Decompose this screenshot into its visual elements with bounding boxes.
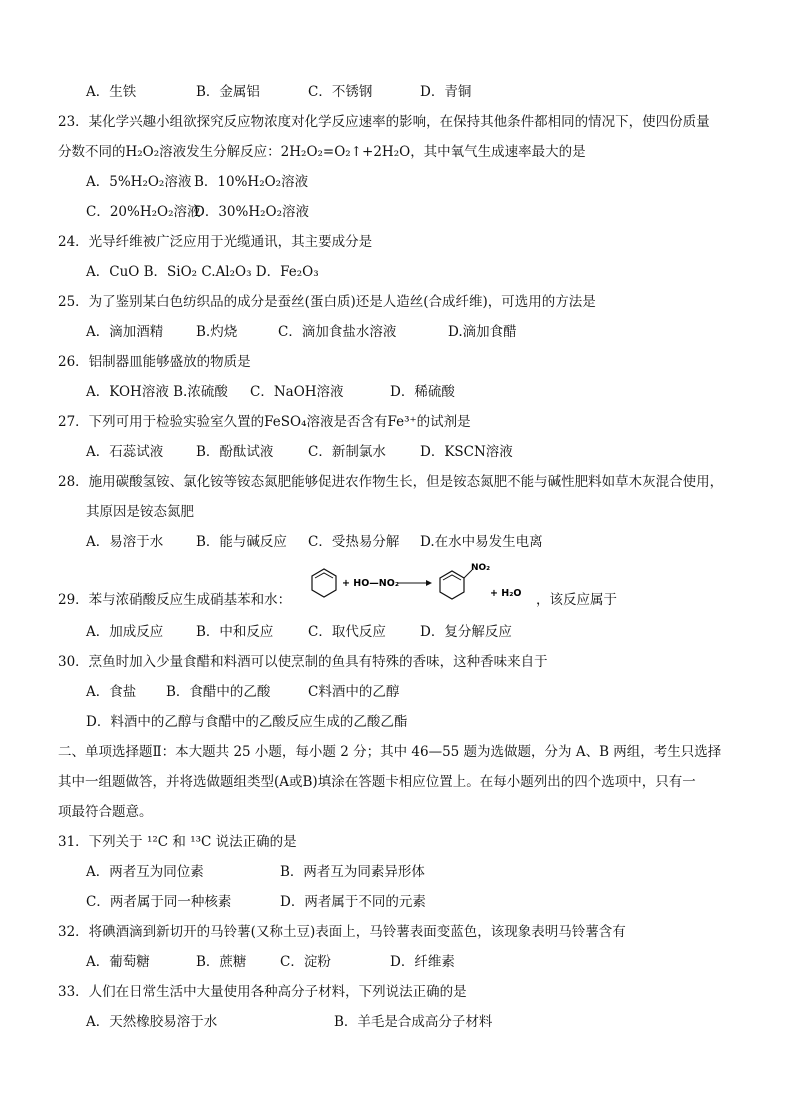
q29-option-d: D．复分解反应	[420, 624, 512, 640]
q28-option-c: C．受热易分解	[308, 534, 400, 550]
q23-h2o2: H₂O₂	[125, 144, 160, 160]
q25-option-b: B.灼烧	[196, 324, 238, 340]
q28-stem-line1: 28．施用碳酸氢铵、氯化铵等铵态氮肥能够促进农作物生长，但是铵态氮肥不能与碱性肥料如草木灰混合使用，	[58, 474, 724, 490]
q30-option-b: B．食醋中的乙酸	[166, 684, 271, 700]
q29-option-b: B．中和反应	[196, 624, 274, 640]
q30-option-a: A．食盐	[86, 684, 137, 700]
q24-stem: 24．光导纤维被广泛应用于光缆通讯，其主要成分是	[58, 234, 373, 250]
q25-option-c: C．滴加食盐水溶液	[278, 324, 397, 340]
section2-heading-line2: 其中一组题做答，并将选做题组类型(A或B)填涂在答题卡相应位置上。在每小题列出的四个选项中，只有一	[58, 774, 696, 790]
q27-option-c: C．新制氯水	[308, 444, 386, 460]
q29-stem-post: ，该反应属于	[536, 592, 617, 608]
q33-option-a: A．天然橡胶易溶于水	[86, 1014, 218, 1030]
q23-line2-pre: 分数不同的	[58, 144, 126, 160]
q23-option-c: C．20%H₂O₂溶液	[86, 204, 201, 220]
q23-stem-line1: 23．某化学兴趣小组欲探究反应物浓度对化学反应速率的影响，在保持其他条件都相同的情况下，使四份质量	[58, 114, 710, 130]
q31-option-d: D．两者属于不同的元素	[280, 894, 426, 910]
q26-option-c: C．NaOH溶液	[250, 384, 344, 400]
water-label: + H₂O	[490, 588, 522, 599]
q33-stem: 33．人们在日常生活中大量使用各种高分子材料，下列说法正确的是	[58, 984, 467, 1000]
nitration-reaction-diagram	[294, 562, 534, 618]
q22-option-a: A．生铁	[86, 84, 137, 100]
q31-option-c: C．两者属于同一种核素	[86, 894, 232, 910]
q32-option-c: C．淀粉	[280, 954, 331, 970]
q23-equation: 2H₂O₂=O₂↑+2H₂O	[280, 144, 411, 160]
q32-option-b: B．蔗糖	[196, 954, 247, 970]
q23-stem-line2	[58, 142, 586, 162]
reagent-label: + HO—NO₂	[342, 578, 399, 589]
q25-option-a: A．滴加酒精	[86, 324, 164, 340]
q25-stem: 25．为了鉴别某白色纺织品的成分是蚕丝(蛋白质)还是人造丝(合成纤维)，可选用的方法是	[58, 294, 596, 310]
q27-option-a: A．石蕊试液	[86, 444, 164, 460]
q27-option-d: D．KSCN溶液	[420, 444, 513, 460]
q28-option-a: A．易溶于水	[86, 534, 164, 550]
q29-stem-pre: 29．苯与浓硝酸反应生成硝基苯和水：	[58, 592, 292, 608]
q27-stem: 27．下列可用于检验实验室久置的FeSO₄溶液是否含有Fe³⁺的试剂是	[58, 414, 471, 430]
q23-option-d: D．30%H₂O₂溶液	[194, 204, 309, 220]
q31-option-a: A．两者互为同位素	[86, 864, 204, 880]
q26-option-d: D．稀硫酸	[390, 384, 455, 400]
q27-option-b: B．酚酞试液	[196, 444, 274, 460]
q23-line2-mid: 溶液发生分解反应：	[159, 144, 281, 160]
q31-option-b: B．两者互为同素异形体	[280, 864, 425, 880]
section2-heading-line1: 二、单项选择题Ⅱ：本大题共 25 小题，每小题 2 分；其中 46—55 题为选做题，分为 A、B 两组，考生只选择	[58, 744, 722, 760]
q28-option-b: B．能与碱反应	[196, 534, 287, 550]
q22-option-d: D．青铜	[420, 84, 472, 100]
q32-option-d: D．纤维素	[390, 954, 455, 970]
q23-line2-post: ，其中氧气生成速率最大的是	[410, 144, 586, 160]
q30-option-c: C料酒中的乙醇	[308, 684, 400, 700]
q28-option-d: D.在水中易发生电离	[420, 534, 543, 550]
q28-stem-line2: 其原因是铵态氮肥	[86, 504, 194, 520]
q25-option-d: D.滴加食醋	[448, 324, 517, 340]
q24-options: A．CuO B．SiO₂ C.Al₂O₃ D．Fe₂O₃	[86, 264, 319, 280]
q23-option-a: A．5%H₂O₂溶液	[86, 174, 192, 190]
q29-option-a: A．加成反应	[86, 624, 164, 640]
q22-option-c: C．不锈钢	[308, 84, 373, 100]
section2-heading-line3: 项最符合题意。	[58, 804, 153, 820]
q31-stem: 31．下列关于 ¹²C 和 ¹³C 说法正确的是	[58, 834, 297, 850]
q32-option-a: A．葡萄糖	[86, 954, 150, 970]
q30-stem: 30．烹鱼时加入少量食醋和料酒可以使烹制的鱼具有特殊的香味，这种香味来自于	[58, 654, 548, 670]
q23-option-b: B．10%H₂O₂溶液	[194, 174, 309, 190]
q26-stem: 26．铝制器皿能够盛放的物质是	[58, 354, 251, 370]
q29-option-c: C．取代反应	[308, 624, 386, 640]
q33-option-b: B．羊毛是合成高分子材料	[334, 1014, 493, 1030]
q26-option-ab: A．KOH溶液 B.浓硫酸	[86, 384, 228, 400]
q32-stem: 32．将碘酒滴到新切开的马铃薯(又称土豆)表面上，马铃薯表面变蓝色，该现象表明马铃薯含有	[58, 924, 626, 940]
q22-option-b: B．金属铝	[196, 84, 260, 100]
q30-option-d: D．料酒中的乙醇与食醋中的乙酸反应生成的乙酸乙酯	[86, 714, 408, 730]
nitro-group-label: NO₂	[471, 563, 491, 573]
